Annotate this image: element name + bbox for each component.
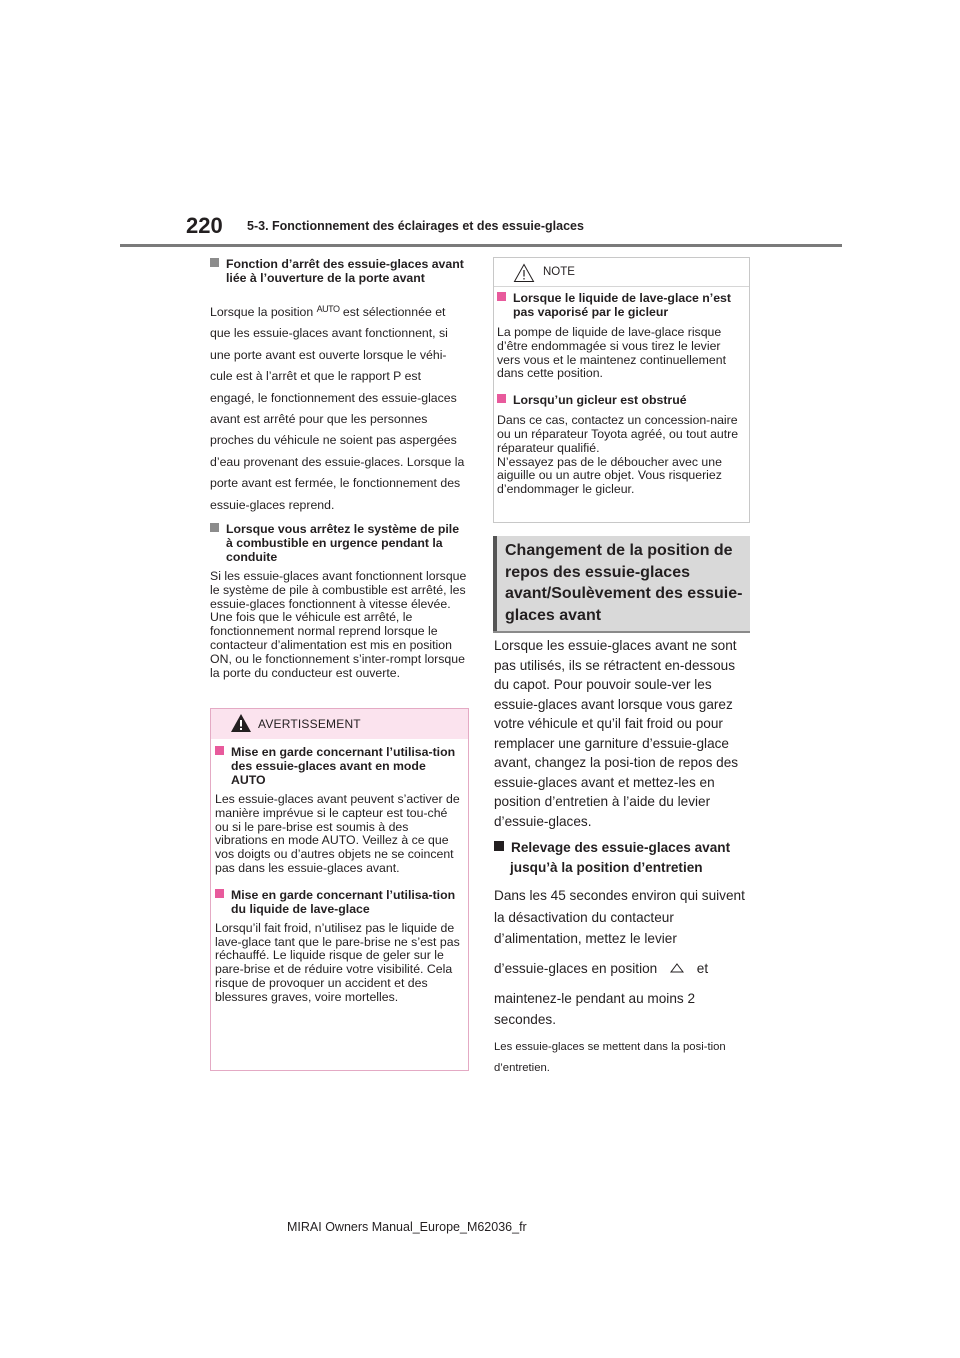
paragraph-step-c: maintenez-le pendant au moins 2 secondes. — [494, 990, 696, 1028]
warning-item-washer-fluid-title: Mise en garde concernant l’utilisa-tion du liquide de lave-glace — [215, 888, 461, 916]
note-header — [494, 258, 749, 287]
note-item-not-sprayed-body: La pompe de liquide de lave-glace risque d’être endommagée si vous tirez le levier vers vous et le maintenez continuellement dans cette position. — [497, 325, 726, 381]
warning-content — [215, 745, 461, 1005]
section-title: 5-3. Fonctionnement des éclairages et des essuie-glaces — [247, 219, 584, 233]
paragraph-step-a: Dans les 45 secondes environ qui suivent la désactivation du contacteur d’alimentation, mettez le levier — [494, 888, 745, 947]
subheading-service-position: Relevage des essuie-glaces avant jusqu’à la position d’entretien — [494, 838, 750, 878]
warning-item-auto-mode-body: Les essuie-glaces avant peuvent s’activer de manière imprévue si le capteur est tou-ché ou si le pare-brise est soumis à des vibrations en mode AUTO. Veillez à ce que vos doigts ou d’autres objets ne se coincent pas dans les essuie-glaces avant. — [215, 792, 460, 875]
note-content — [497, 291, 745, 497]
square-bullet-icon — [494, 841, 504, 851]
note-box — [493, 257, 750, 523]
note-item-clogged-title: Lorsqu’un gicleur est obstrué — [497, 393, 745, 407]
right-column — [494, 636, 750, 1079]
lever-up-position-icon — [661, 958, 693, 980]
note-item-clogged-body-2: N’essayez pas de le déboucher avec une aiguille ou un autre objet. Vous risqueriez d’endommager le gicleur. — [497, 454, 722, 497]
paragraph-emergency-stop: Si les essuie-glaces avant fonctionnent lorsque le système de pile à combustible est arrêté, les essuie-glaces fonctionnent à vitesse élevée. Une fois que le véhicule est arrêté, le fonctionnement normal reprend lorsque le contacteur d’alimentation est mis en position ON, ou le fonctionnement s’inter-rompt lorsque la porte du conducteur est ouverte. — [210, 569, 467, 680]
caution-triangle-icon — [513, 263, 535, 283]
section-heading-accent-bar — [493, 536, 497, 631]
subheading-emergency-stop — [210, 522, 468, 564]
warning-item-washer-fluid-body: Lorsqu’il fait froid, n’utilisez pas le liquide de lave-glace tant que le pare-brise ne s’est pas réchauffé. Le liquide risque de geler sur le pare-brise et de réduire votre visibilité. Cela risque de provoquer un accident et des blessures graves, voire mortelles. — [215, 920, 460, 1004]
warning-label: AVERTISSEMENT — [258, 717, 361, 731]
square-bullet-icon — [215, 889, 224, 898]
header-rule — [120, 244, 842, 247]
square-bullet-icon — [215, 746, 224, 755]
auto-position-icon: AUTO — [316, 304, 340, 314]
warning-item-auto-mode-title: Mise en garde concernant l’utilisa-tion des essuie-glaces avant en mode AUTO — [215, 745, 461, 787]
paragraph-door-stop: Lorsque la position $^{AUTO}$ est sélectionnée et que les essuie-glaces avant fonctionnent, si une porte avant est ouverte lorsque le véhi-cule est à l’arrêt et que le rapport P est engagé, le fonctionnement des essuie-glaces avant est arrêté pour que les personnes proches du véhicule ne soient pas aspergées d’eau provenant des essuie-glaces. Lorsque la porte avant est fermée, le fonctionnement des essuie-glaces reprend. — [210, 304, 465, 512]
warning-header — [211, 709, 468, 739]
square-bullet-icon — [210, 258, 219, 267]
subheading-door-stop — [210, 257, 468, 285]
subheading-text: Fonction d’arrêt des essuie-glaces avant liée à l’ouverture de la porte avant — [226, 257, 464, 285]
paragraph-step-b: d’essuie-glaces en position et — [494, 958, 750, 980]
paragraph-intro: Lorsque les essuie-glaces avant ne sont pas utilisés, ils se rétractent en-dessous du capot. Pour pouvoir soule-ver les essuie-glaces avant lorsque vous garez votre véhicule et qu’il fait froid ou pour remplacer une garniture d’essuie-glace avant, changez la posi-tion de repos des essuie-glaces avant et mettez-les en position d’entretien à l’aide du levier d’essuie-glaces. — [494, 638, 739, 829]
section-heading-box — [493, 536, 750, 633]
page-number: 220 — [186, 213, 223, 238]
section-heading: Changement de la position de repos des essuie-glaces avant/Soulèvement des essuie-glaces avant — [505, 542, 743, 624]
square-bullet-icon — [497, 394, 506, 403]
left-column — [210, 257, 468, 680]
footer-manual-name: MIRAI Owners Manual_Europe_M62036_fr — [287, 1220, 527, 1234]
note-item-not-sprayed-title: Lorsque le liquide de lave-glace n’est pas vaporisé par le gicleur — [497, 291, 745, 319]
paragraph-result: Les essuie-glaces se mettent dans la posi-tion d’entretien. — [494, 1040, 726, 1074]
warning-triangle-icon — [230, 713, 252, 733]
note-item-clogged-body-1: Dans ce cas, contactez un concession-naire ou un réparateur Toyota agréé, ou tout autre réparateur qualifié. — [497, 413, 739, 455]
note-label: NOTE — [543, 266, 575, 278]
warning-box — [210, 708, 469, 1071]
subheading-text: Lorsque vous arrêtez le système de pile à combustible en urgence pendant la conduite — [226, 522, 460, 565]
square-bullet-icon — [497, 292, 506, 301]
square-bullet-icon — [210, 523, 219, 532]
